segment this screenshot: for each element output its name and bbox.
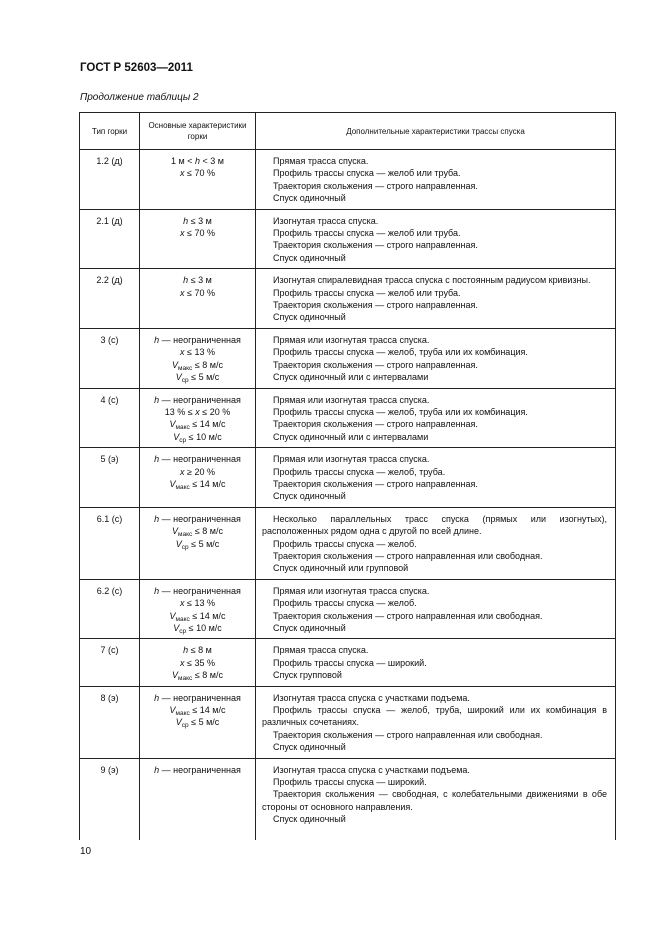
additional-characteristics-cell — [256, 328, 616, 388]
description-line: Профиль трассы спуска — желоб, труба или их комбинация. — [273, 406, 528, 417]
table-row — [80, 448, 616, 508]
standard-title: ГОСТ Р 52603—2011 — [80, 62, 193, 74]
description-line: Профиль трассы спуска — желоб или труба. — [273, 287, 461, 298]
characteristic-line: $V_{ср} \le 10$ м/с — [173, 623, 222, 635]
description-line: Спуск одиночный — [273, 742, 346, 753]
characteristic-line: $V_{макс} \le 8$ м/с — [172, 670, 223, 683]
table-row — [80, 209, 616, 269]
slide-type-cell: 2.2 (д) — [80, 269, 140, 329]
description-line: Траектория скольжения — свободная, с колебательными движениями в обе стороны от основного направления. — [262, 789, 607, 812]
table-row — [80, 269, 616, 329]
description-line: Спуск одиночный — [273, 193, 346, 204]
characteristic-line: $V_{макс} \le 14$ м/с — [169, 610, 226, 623]
characteristic-line: h — неограниченная — [154, 454, 241, 465]
description-line: Профиль трассы спуска — желоб или труба. — [273, 168, 461, 179]
description-line: Несколько параллельных трасс спуска (прямых или изогнутых), расположенных рядом одна с другой по всей длине. — [262, 513, 607, 537]
description-line: Профиль трассы спуска — желоб. — [273, 538, 417, 549]
description-line: Траектория скольжения — строго направленная или свободная. — [273, 550, 543, 561]
column-header-main-characteristics: Основные характеристики горки — [140, 113, 256, 150]
description-line: Профиль трассы спуска — желоб, труба или их комбинация. — [273, 347, 528, 358]
description-line: Изогнутая трасса спуска с участками подъема. — [273, 692, 470, 703]
description-line: Спуск одиночный или с интервалами — [273, 431, 429, 442]
slide-type-cell: 5 (э) — [80, 448, 140, 508]
additional-characteristics-cell — [256, 150, 616, 210]
slide-type-cell: 4 (с) — [80, 388, 140, 448]
characteristic-line: h ≤ 3 м — [183, 215, 212, 226]
description-line: Спуск одиночный или групповой — [273, 563, 409, 574]
characteristic-line: 13 % ≤ x ≤ 20 % — [164, 406, 231, 417]
description-line: Прямая или изогнутая трасса спуска. — [273, 454, 430, 465]
description-line: Прямая или изогнутая трасса спуска. — [273, 394, 430, 405]
table-header-row — [80, 113, 616, 150]
description-line: Прямая трасса спуска. — [273, 156, 369, 166]
characteristic-line: h — неограниченная — [154, 394, 241, 405]
additional-characteristics-cell — [256, 686, 616, 758]
main-characteristics-cell — [140, 388, 256, 448]
main-characteristics-cell — [140, 686, 256, 758]
characteristic-line: x ≤ 70 % — [180, 287, 215, 298]
slide-type-cell: 9 (э) — [80, 758, 140, 840]
description-line: Спуск одиночный — [273, 814, 346, 825]
table-continuation-caption: Продолжение таблицы 2 — [80, 92, 199, 103]
description-line: Спуск одиночный — [273, 252, 346, 263]
additional-characteristics-cell — [256, 507, 616, 579]
table-row — [80, 579, 616, 639]
table-row — [80, 686, 616, 758]
slide-type-cell: 6.1 (с) — [80, 507, 140, 579]
description-line: Траектория скольжения — строго направленная. — [273, 478, 478, 489]
slide-type-cell: 1.2 (д) — [80, 150, 140, 210]
characteristic-line: 1 м < h < 3 м — [171, 156, 224, 166]
characteristic-line: $V_{макс} \le 14$ м/с — [169, 705, 226, 718]
slide-type-cell: 2.1 (д) — [80, 209, 140, 269]
table-row — [80, 639, 616, 686]
main-characteristics-cell — [140, 639, 256, 686]
description-line: Траектория скольжения — строго направленная или свободная. — [273, 729, 543, 740]
characteristic-line: $V_{макс} \le 14$ м/с — [169, 478, 226, 491]
characteristic-line: $V_{ср} \le 5$ м/с — [175, 717, 220, 730]
main-characteristics-cell — [140, 758, 256, 840]
description-line: Профиль трассы спуска — желоб, труба. — [273, 466, 446, 477]
description-line: Спуск одиночный — [273, 491, 346, 502]
main-characteristics-cell — [140, 328, 256, 388]
additional-characteristics-cell — [256, 579, 616, 639]
description-line: Профиль трассы спуска — желоб или труба. — [273, 228, 461, 239]
description-line: Спуск одиночный — [273, 623, 346, 633]
additional-characteristics-cell — [256, 209, 616, 269]
description-line: Профиль трассы спуска — желоб, труба, широкий или их комбинация в различных сочетаниях. — [262, 705, 607, 728]
characteristic-line: $V_{ср} \le 5$ м/с — [175, 372, 220, 385]
slide-type-cell: 7 (с) — [80, 639, 140, 686]
table-row — [80, 150, 616, 210]
characteristic-line: $V_{макс} \le 14$ м/с — [169, 419, 226, 432]
description-line: Траектория скольжения — строго направленная или свободная. — [273, 610, 543, 621]
description-line: Спуск одиночный или с интервалами — [273, 372, 429, 383]
characteristic-line: h — неограниченная — [154, 334, 241, 345]
characteristic-line: h ≤ 8 м — [183, 645, 212, 656]
additional-characteristics-cell — [256, 448, 616, 508]
description-line: Изогнутая спиралевидная трасса спуска с постоянным радиусом кривизны. — [273, 275, 591, 286]
description-line: Траектория скольжения — строго направленная. — [273, 180, 478, 191]
description-line: Спуск одиночный — [273, 312, 346, 323]
characteristic-line: h — неограниченная — [154, 692, 241, 703]
column-header-type: Тип горки — [80, 113, 140, 150]
main-characteristics-cell — [140, 507, 256, 579]
description-line: Изогнутая трасса спуска с участками подъема. — [273, 764, 470, 775]
description-line: Траектория скольжения — строго направленная. — [273, 419, 478, 430]
characteristic-line: x ≤ 35 % — [180, 657, 215, 668]
column-header-additional-characteristics: Дополнительные характеристики трассы спуска — [256, 113, 616, 150]
description-line: Прямая трасса спуска. — [273, 645, 369, 656]
table-row — [80, 507, 616, 579]
characteristic-line: x ≤ 70 % — [180, 168, 215, 179]
slide-type-cell: 3 (с) — [80, 328, 140, 388]
additional-characteristics-cell — [256, 269, 616, 329]
description-line: Прямая или изогнутая трасса спуска. — [273, 334, 430, 345]
additional-characteristics-cell — [256, 388, 616, 448]
description-line: Профиль трассы спуска — широкий. — [273, 777, 427, 788]
additional-characteristics-cell — [256, 758, 616, 840]
table-row — [80, 388, 616, 448]
characteristic-line: h — неограниченная — [154, 764, 241, 775]
characteristic-line: x ≤ 70 % — [180, 228, 215, 239]
characteristic-line: h ≤ 3 м — [183, 275, 212, 286]
description-line: Траектория скольжения — строго направленная. — [273, 240, 478, 251]
table-row — [80, 758, 616, 840]
description-line: Траектория скольжения — строго направленная. — [273, 359, 478, 370]
description-line: Спуск групповой — [273, 670, 342, 681]
description-line: Траектория скольжения — строго направленная. — [273, 300, 478, 311]
characteristic-line: $V_{ср} \le 5$ м/с — [175, 538, 220, 551]
characteristic-line: h — неограниченная — [154, 513, 241, 524]
characteristic-line: $V_{макс} \le 8$ м/с — [172, 359, 223, 372]
slide-type-cell: 8 (э) — [80, 686, 140, 758]
page-number: 10 — [80, 846, 92, 857]
main-characteristics-cell — [140, 448, 256, 508]
description-line: Профиль трассы спуска — желоб. — [273, 598, 417, 609]
table-row — [80, 328, 616, 388]
characteristic-line: x ≤ 13 % — [180, 598, 215, 609]
additional-characteristics-cell — [256, 639, 616, 686]
main-characteristics-cell — [140, 150, 256, 210]
characteristic-line: $V_{ср} \le 10$ м/с — [173, 431, 222, 444]
description-line: Изогнутая трасса спуска. — [273, 215, 379, 226]
main-characteristics-cell — [140, 209, 256, 269]
main-characteristics-cell — [140, 269, 256, 329]
slide-type-cell: 6.2 (с) — [80, 579, 140, 639]
characteristic-line: h — неограниченная — [154, 585, 241, 596]
main-characteristics-cell — [140, 579, 256, 639]
description-line: Прямая или изогнутая трасса спуска. — [273, 585, 430, 596]
description-line: Профиль трассы спуска — широкий. — [273, 657, 427, 668]
table-body — [80, 150, 616, 840]
characteristic-line: x ≤ 13 % — [180, 347, 215, 358]
characteristic-line: x ≥ 20 % — [180, 466, 215, 477]
characteristic-line: $V_{макс} \le 8$ м/с — [172, 526, 223, 539]
slide-types-table — [79, 112, 616, 840]
